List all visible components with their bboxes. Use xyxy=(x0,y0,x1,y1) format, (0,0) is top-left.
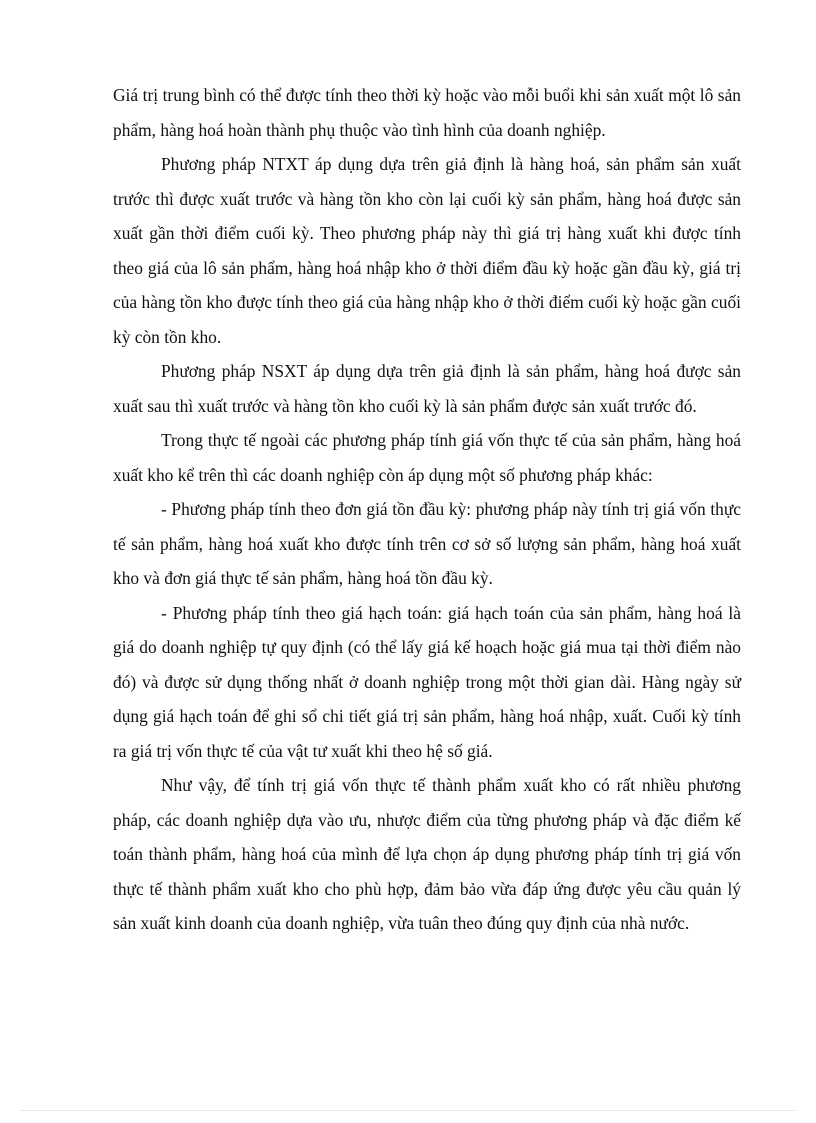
paragraph-accounting-price-method: - Phương pháp tính theo giá hạch toán: giá hạch toán của sản phẩm, hàng hoá là giá do doanh nghiệp tự quy định (có thể lấy giá kế hoạch hoặc giá mua tại thời điểm nào đó) và được sử dụng thống nhất ở doanh nghiệp trong một thời gian dài. Hàng ngày sử dụng giá hạch toán để ghi sổ chi tiết giá trị sản phẩm, hàng hoá nhập, xuất. Cuối kỳ tính ra giá trị vốn thực tế của vật tư xuất khi theo hệ số giá. xyxy=(113,602,741,761)
paragraph-conclusion: Như vậy, để tính trị giá vốn thực tế thành phẩm xuất kho có rất nhiều phương pháp, các doanh nghiệp dựa vào ưu, nhược điểm của từng phương pháp và đặc điểm kế toán thành phẩm, hàng hoá của mình để lựa chọn áp dụng phương pháp tính trị giá vốn thực tế thành phẩm xuất kho cho phù hợp, đảm bảo vừa đáp ứng được yêu cầu quản lý sản xuất kinh doanh của doanh nghiệp, vừa tuân theo đúng quy định của nhà nước. xyxy=(113,775,741,933)
paragraph-nsxt-method: Phương pháp NSXT áp dụng dựa trên giả định là sản phẩm, hàng hoá được sản xuất sau thì xuất trước và hàng tồn kho cuối kỳ là sản phẩm được sản xuất trước đó. xyxy=(113,361,741,416)
paragraph-ntxt-method: Phương pháp NTXT áp dụng dựa trên giả định là hàng hoá, sản phẩm sản xuất trước thì được xuất trước và hàng tồn kho còn lại cuối kỳ sản phẩm, hàng hoá được sản xuất gần thời điểm cuối kỳ. Theo phương pháp này thì giá trị hàng xuất khi được tính theo giá của lô sản phẩm, hàng hoá nhập kho ở thời điểm đầu kỳ hoặc gần đầu kỳ, giá trị của hàng tồn kho được tính theo giá của hàng nhập kho ở thời điểm cuối kỳ hoặc gần cuối kỳ còn tồn kho. xyxy=(113,154,741,347)
paragraph-other-methods-intro: Trong thực tế ngoài các phương pháp tính giá vốn thực tế của sản phẩm, hàng hoá xuất kho kể trên thì các doanh nghiệp còn áp dụng một số phương pháp khác: xyxy=(113,430,741,485)
paragraph-opening-unit-price-method: - Phương pháp tính theo đơn giá tồn đầu kỳ: phương pháp này tính trị giá vốn thực tế sản phẩm, hàng hoá xuất kho được tính trên cơ sở số lượng sản phẩm, hàng hoá xuất kho và đơn giá thực tế sản phẩm, hàng hoá tồn đầu kỳ. xyxy=(113,499,741,588)
document-body xyxy=(113,78,741,941)
paragraph-average-price: Giá trị trung bình có thể được tính theo thời kỳ hoặc vào mỗi buổi khi sản xuất một lô sản phẩm, hàng hoá hoàn thành phụ thuộc vào tình hình của doanh nghiệp. xyxy=(113,85,741,140)
page-bottom-divider xyxy=(20,1110,796,1111)
